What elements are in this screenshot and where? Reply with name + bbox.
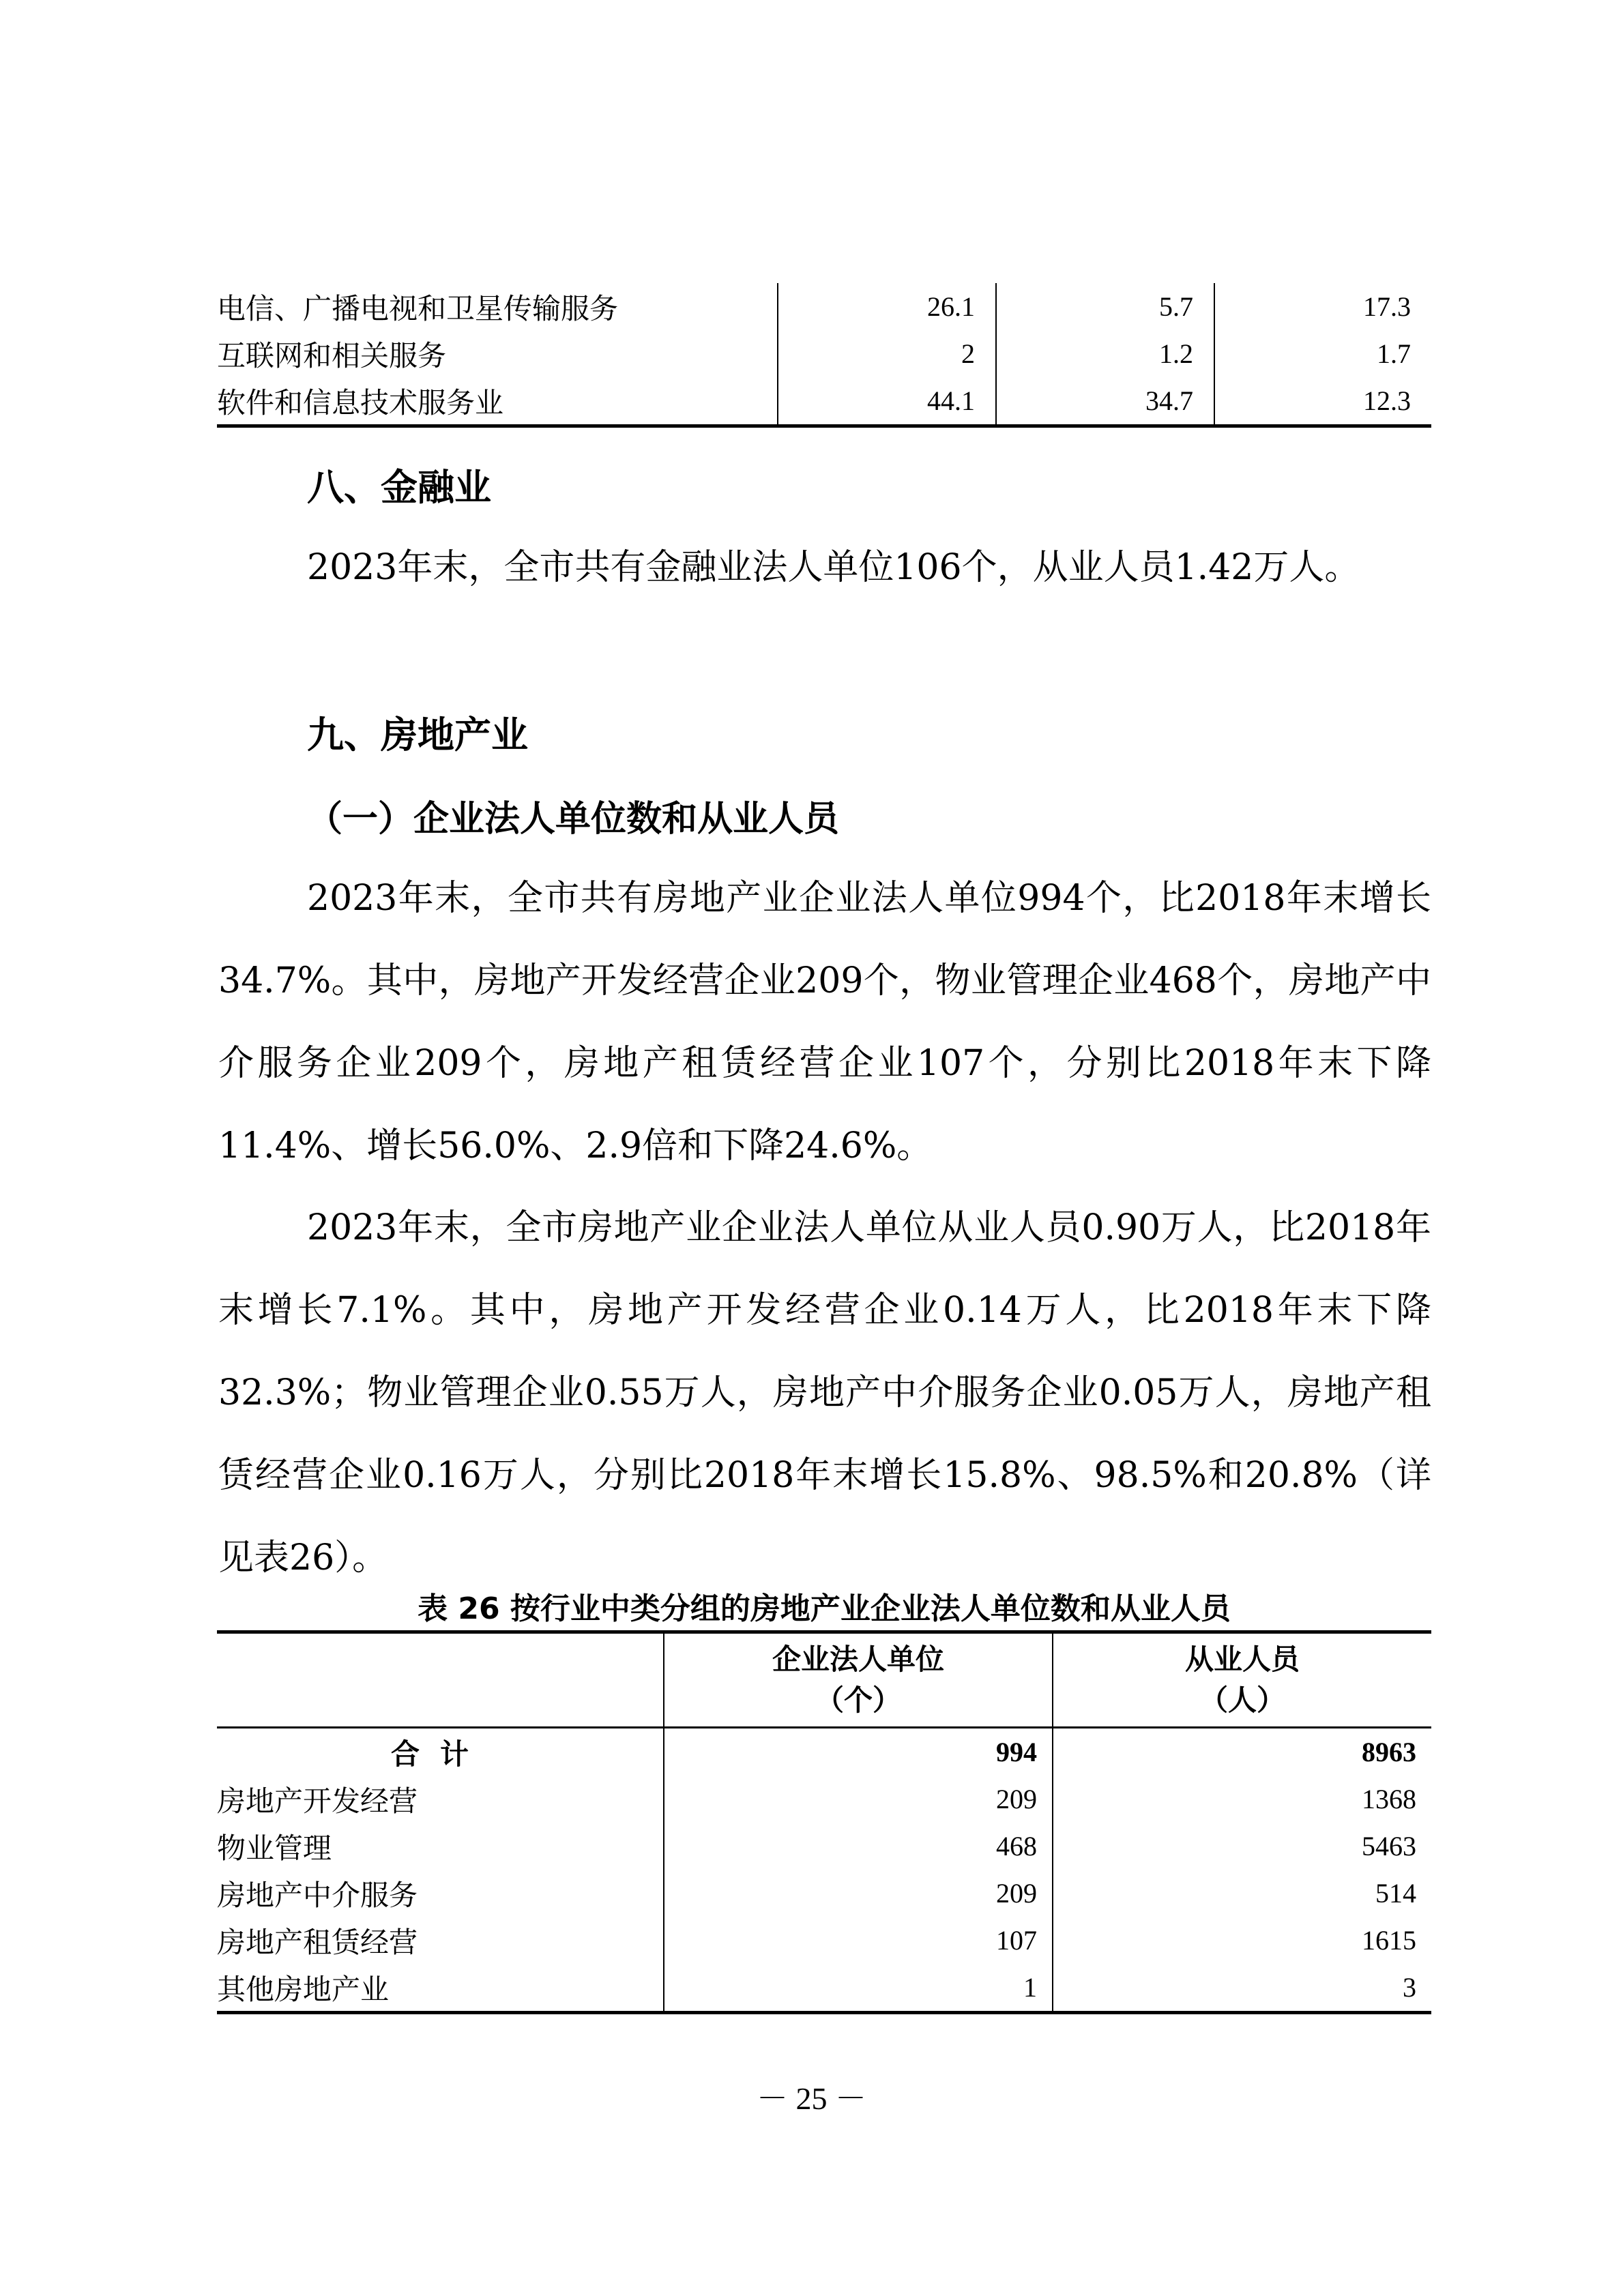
- header-blank: [217, 1632, 664, 1728]
- row-label: 合计: [390, 1737, 489, 1771]
- real-estate-table: [217, 1630, 1431, 2014]
- cell-people: 5463: [1053, 1823, 1431, 1870]
- table-row: [217, 330, 1431, 377]
- header-units-unit: （个）: [815, 1683, 901, 1717]
- industry-growth-table: [217, 283, 1431, 428]
- cell-units: 209: [664, 1870, 1053, 1917]
- cell-people: 1368: [1053, 1776, 1431, 1823]
- cell-people: 514: [1053, 1870, 1431, 1917]
- table-row: [217, 1870, 1431, 1917]
- cell-units: 994: [664, 1728, 1053, 1776]
- cell-value: 5.7: [996, 283, 1214, 330]
- cell-value: 1.7: [1214, 330, 1431, 377]
- header-units: [664, 1632, 1053, 1728]
- paragraph-finance: 2023年末，全市共有金融业法人单位106个，从业人员1.42万人。: [307, 547, 1360, 588]
- cell-units: 468: [664, 1823, 1053, 1870]
- cell-units: 209: [664, 1776, 1053, 1823]
- table-header-row: [217, 1632, 1431, 1728]
- row-label: 互联网和相关服务: [217, 338, 447, 372]
- subsection-heading: （一）企业法人单位数和从业人员: [307, 798, 840, 840]
- header-people-unit: （人）: [1199, 1683, 1285, 1717]
- page-number: － 25 －: [757, 2081, 866, 2116]
- cell-units: 1: [664, 1964, 1053, 2013]
- section-heading-real-estate: 九、房地产业: [307, 713, 528, 756]
- table-caption: 表 26 按行业中类分组的房地产业企业法人单位数和从业人员: [418, 1591, 1231, 1626]
- header-units-label: 企业法人单位: [772, 1643, 944, 1676]
- cell-value: 26.1: [778, 283, 996, 330]
- table-row: [217, 283, 1431, 330]
- header-people-label: 从业人员: [1184, 1643, 1300, 1676]
- cell-value: 1.2: [996, 330, 1214, 377]
- cell-people: 3: [1053, 1964, 1431, 2013]
- table-row: [217, 1823, 1431, 1870]
- table-row: [217, 1776, 1431, 1823]
- row-label: 其他房地产业: [217, 1972, 390, 2006]
- row-label: 物业管理: [217, 1831, 332, 1865]
- cell-value: 2: [778, 330, 996, 377]
- header-people: [1053, 1632, 1431, 1728]
- table-row: [217, 1964, 1431, 2013]
- table-row: [217, 1917, 1431, 1964]
- cell-people: 8963: [1053, 1728, 1431, 1776]
- section-heading-finance: 八、金融业: [307, 466, 491, 509]
- row-label: 房地产开发经营: [217, 1784, 418, 1818]
- paragraph-units: 2023年末，全市共有房地产业企业法人单位994个，比2018年末增长34.7%。其中，房地产开发经营企业209个，物业管理企业468个，房地产中介服务企业209个，房地产租赁经营企业107个，分别比2018年末下降11.4%、增长56.0%、2.9倍和下降24.6%。: [218, 878, 1431, 1166]
- cell-value: 44.1: [778, 377, 996, 426]
- cell-people: 1615: [1053, 1917, 1431, 1964]
- table-row: [217, 377, 1431, 426]
- row-label: 房地产中介服务: [217, 1878, 418, 1912]
- row-label: 电信、广播电视和卫星传输服务: [217, 291, 619, 325]
- cell-units: 107: [664, 1917, 1053, 1964]
- table-total-row: [217, 1728, 1431, 1776]
- row-label: 房地产租赁经营: [217, 1925, 418, 1959]
- cell-value: 17.3: [1214, 283, 1431, 330]
- cell-value: 12.3: [1214, 377, 1431, 426]
- row-label: 软件和信息技术服务业: [217, 377, 778, 426]
- cell-value: 34.7: [996, 377, 1214, 426]
- paragraph-employees: 2023年末，全市房地产业企业法人单位从业人员0.90万人，比2018年末增长7.1%。其中，房地产开发经营企业0.14万人，比2018年末下降32.3%；物业管理企业0.55万人，房地产中介服务企业0.05万人，房地产租赁经营企业0.16万人，分别比2018年末增长15.8%、98.5%和20.8%（详见表26）。: [218, 1207, 1431, 1578]
